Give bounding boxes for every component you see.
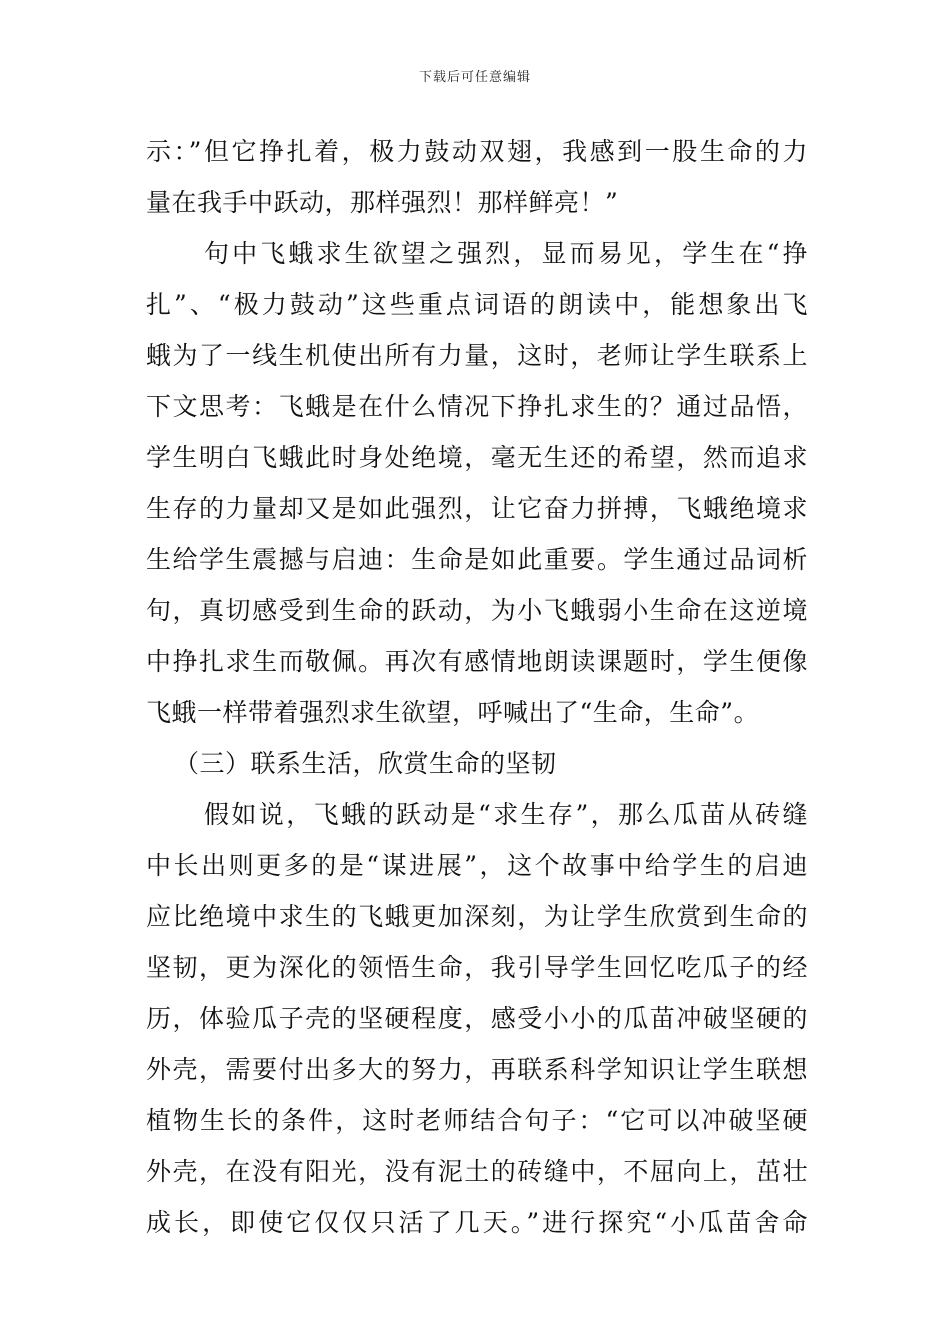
text-line: 句，真切感受到生命的跃动，为小飞蛾弱小生命在这逆境 xyxy=(146,596,808,625)
text-line: 句中飞蛾求生欲望之强烈，显而易见，学生在“挣 xyxy=(204,239,808,268)
text-line: 生存的力量却又是如此强烈，让它奋力拼搏，飞蛾绝境求 xyxy=(146,494,808,523)
section-heading: （三）联系生活，欣赏生命的坚韧 xyxy=(174,749,557,778)
text-line: 植物生长的条件，这时老师结合句子：“它可以冲破坚硬 xyxy=(146,1106,808,1135)
text-line: 示：”但它挣扎着，极力鼓动双翅，我感到一股生命的力 xyxy=(146,137,808,166)
text-line: 外壳，在没有阳光，没有泥土的砖缝中，不屈向上，茁壮 xyxy=(146,1157,808,1186)
document-body xyxy=(146,126,808,1248)
text-line: 下文思考：飞蛾是在什么情况下挣扎求生的？通过品悟， xyxy=(146,392,808,421)
text-line: 假如说，飞蛾的跃动是“求生存”，那么瓜苗从砖缝 xyxy=(204,800,808,829)
text-line: 外壳，需要付出多大的努力，再联系科学知识让学生联想 xyxy=(146,1055,808,1084)
text-line: 中挣扎求生而敬佩。再次有感情地朗读课题时，学生便像 xyxy=(146,647,808,676)
text-line: 中长出则更多的是“谋进展”，这个故事中给学生的启迪 xyxy=(146,851,808,880)
text-line: 坚韧，更为深化的领悟生命，我引导学生回忆吃瓜子的经 xyxy=(146,953,808,982)
text-line: 成长，即使它仅仅只活了几天。”进行探究“小瓜苗舍命 xyxy=(146,1208,808,1237)
text-line: 历，体验瓜子壳的坚硬程度，感受小小的瓜苗冲破坚硬的 xyxy=(146,1004,808,1033)
page-header: 下载后可任意编辑 xyxy=(418,70,531,85)
text-line: 应比绝境中求生的飞蛾更加深刻，为让学生欣赏到生命的 xyxy=(146,902,808,931)
text-line: 飞蛾一样带着强烈求生欲望，呼喊出了“生命，生命”。 xyxy=(146,698,760,727)
text-line: 扎”、“极力鼓动”这些重点词语的朗读中，能想象出飞 xyxy=(146,290,808,319)
text-line: 量在我手中跃动，那样强烈！那样鲜亮！” xyxy=(146,188,619,217)
text-line: 蛾为了一线生机使出所有力量，这时，老师让学生联系上 xyxy=(146,341,808,370)
text-line: 生给学生震撼与启迪：生命是如此重要。学生通过品词析 xyxy=(146,545,808,574)
text-line: 学生明白飞蛾此时身处绝境，毫无生还的希望，然而追求 xyxy=(146,443,808,472)
